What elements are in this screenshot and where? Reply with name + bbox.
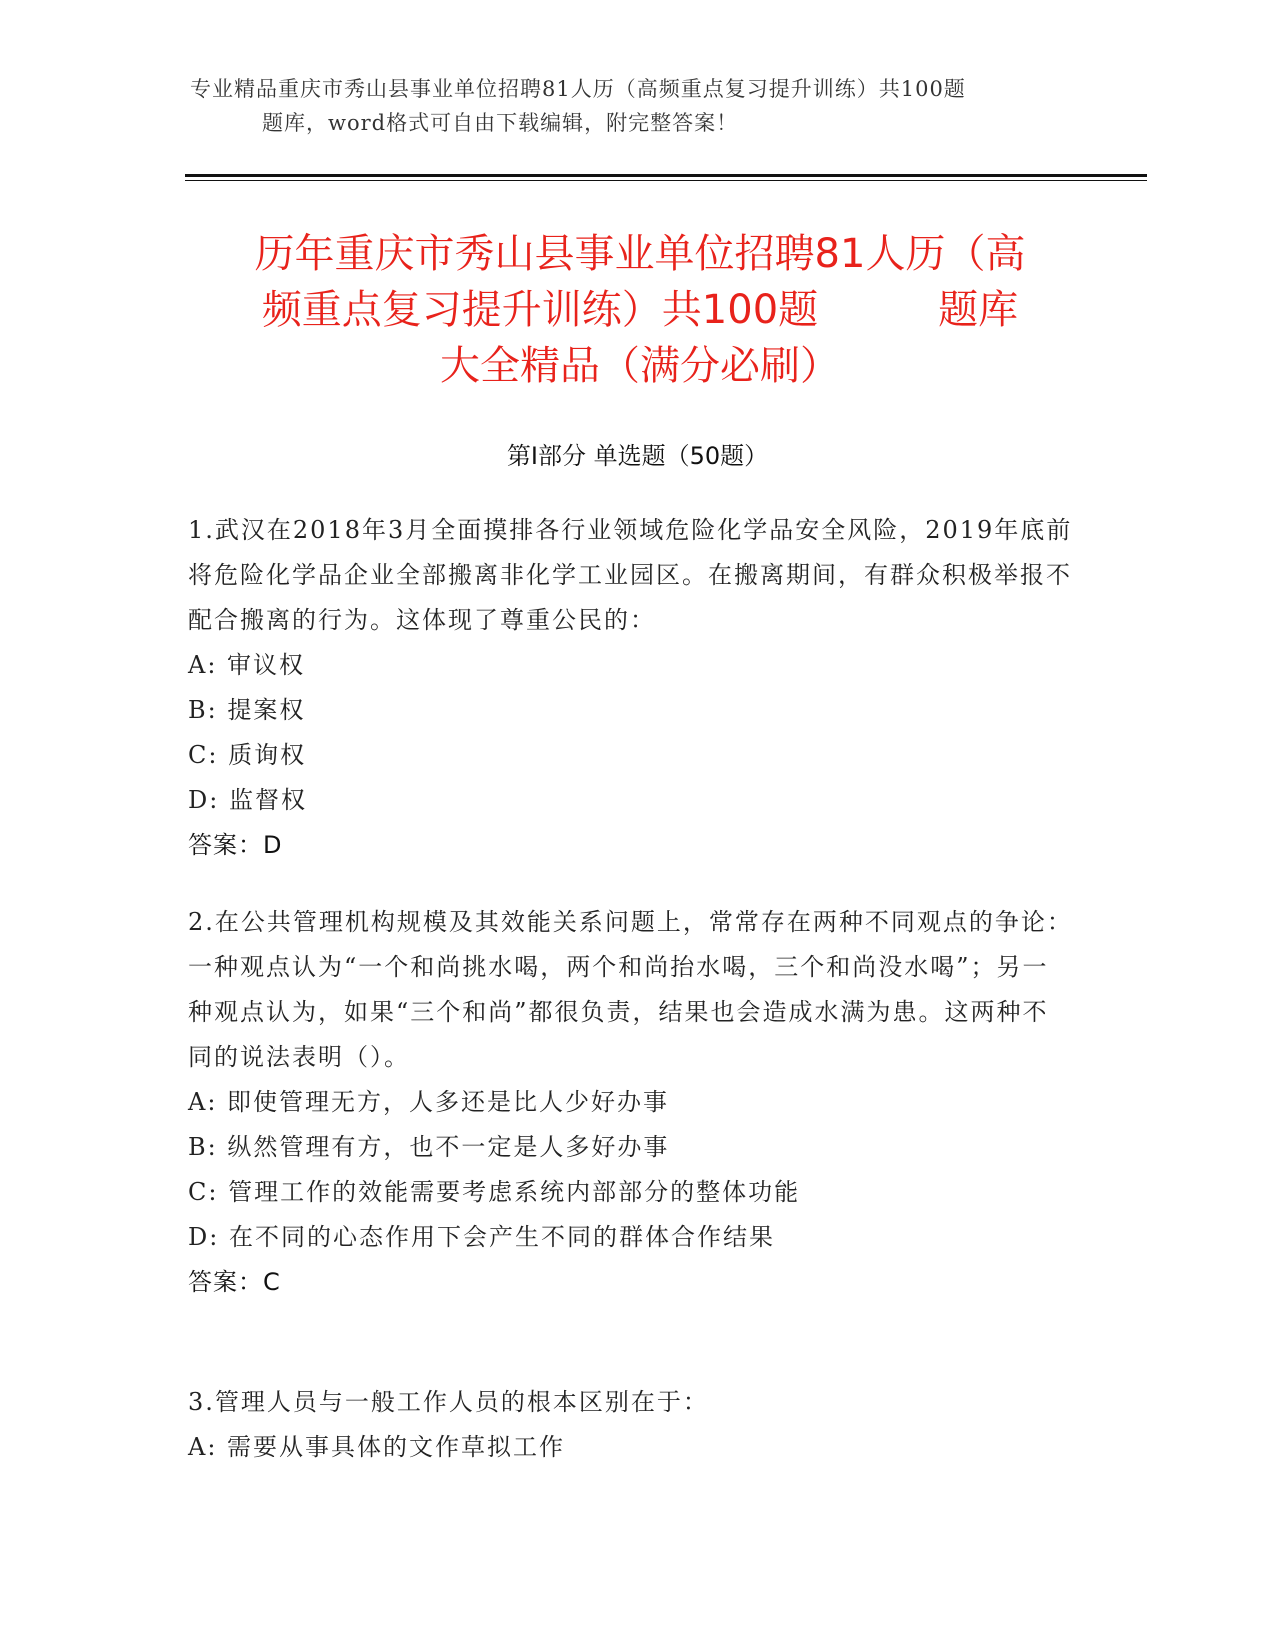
header-line-1: 专业精品重庆市秀山县事业单位招聘81人历（高频重点复习提升训练）共100题 <box>190 77 966 101</box>
header-line-2: 题库，word格式可自由下载编辑，附完整答案！ <box>262 111 739 135</box>
section-heading: 第Ⅰ部分 单选题（50题） <box>506 442 769 470</box>
header-divider-thick <box>185 174 1147 177</box>
question-stem: 1.武汉在2018年3月全面摸排各行业领域危险化学品安全风险，2019年底前将危险化学品企业全部搬离非化学工业园区。在搬离期间，有群众积极举报不配合搬离的行为。这体现了尊重公民的： <box>188 516 1073 634</box>
title-line-1: 历年重庆市秀山县事业单位招聘81人历（高 <box>254 231 1026 277</box>
question-1 <box>188 508 1073 868</box>
document-header <box>190 72 1090 140</box>
option-d: D: 在不同的心态作用下会产生不同的群体合作结果 <box>188 1223 775 1251</box>
option-c: C: 管理工作的效能需要考虑系统内部部分的整体功能 <box>188 1178 801 1206</box>
option-a: A: 审议权 <box>188 651 306 679</box>
header-divider-thin <box>185 180 1147 181</box>
answer: 答案：D <box>188 831 283 859</box>
title-line-2: 频重点复习提升训练）共100题 题库 <box>261 287 1019 333</box>
option-a: A: 即使管理无方，人多还是比人少好办事 <box>188 1088 670 1116</box>
document-title <box>180 226 1100 394</box>
option-c: C: 质询权 <box>188 741 307 769</box>
title-line-3: 大全精品（满分必刷） <box>440 343 840 389</box>
answer: 答案：C <box>188 1268 281 1296</box>
option-b: B: 纵然管理有方，也不一定是人多好办事 <box>188 1133 670 1161</box>
question-stem: 2.在公共管理机构规模及其效能关系问题上，常常存在两种不同观点的争论：一种观点认为“一个和尚挑水喝，两个和尚抬水喝，三个和尚没水喝”；另一种观点认为，如果“三个和尚”都很负责，结果也会造成水满为患。这两种不同的说法表明（）。 <box>188 908 1073 1071</box>
option-a: A: 需要从事具体的文作草拟工作 <box>188 1433 566 1461</box>
question-3 <box>188 1380 1073 1470</box>
question-stem: 3.管理人员与一般工作人员的根本区别在于： <box>188 1388 709 1416</box>
option-b: B: 提案权 <box>188 696 306 724</box>
question-2 <box>188 900 1073 1305</box>
option-d: D: 监督权 <box>188 786 307 814</box>
